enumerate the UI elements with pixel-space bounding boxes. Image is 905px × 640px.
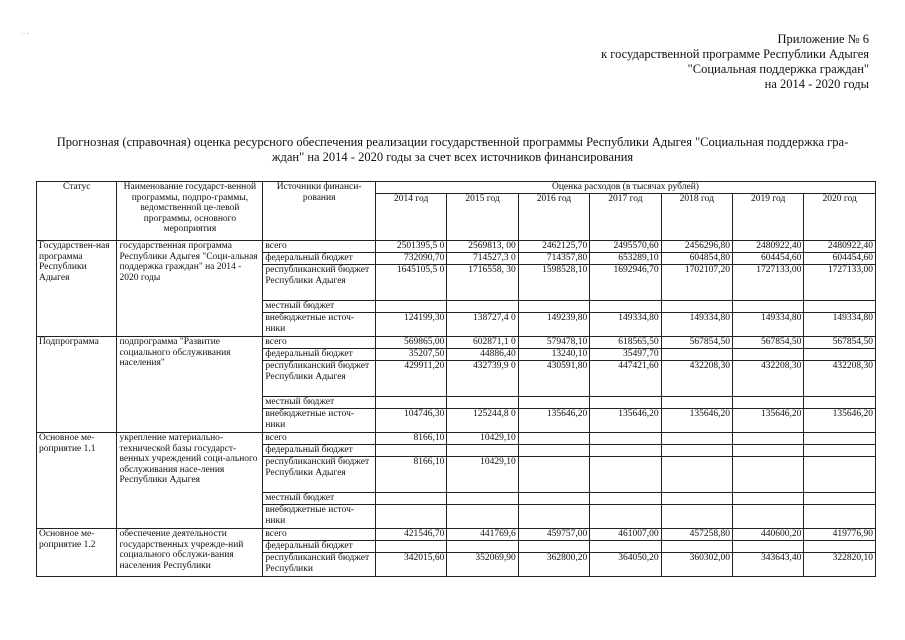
header-source: Источники финанси-рования: [263, 182, 376, 241]
source-cell: местный бюджет: [263, 397, 376, 409]
value-cell: 440600,20: [733, 529, 804, 541]
header-year: 2015 год: [447, 194, 518, 241]
value-cell: 135646,20: [518, 409, 589, 433]
value-cell: 579478,10: [518, 337, 589, 349]
value-cell: 604454,60: [733, 253, 804, 265]
value-cell: 360302,00: [661, 553, 732, 577]
table-row: [37, 241, 876, 253]
value-cell: 35497,70: [590, 349, 661, 361]
program-name-cell: укрепление материально-технической базы государст-венных учреждений соци-ального обслуживания насе-ления Республики Адыгея: [117, 433, 263, 529]
source-cell: федеральный бюджет: [263, 253, 376, 265]
value-cell: 461007,00: [590, 529, 661, 541]
source-cell: всего: [263, 529, 376, 541]
scan-mark: .. ..: [22, 30, 30, 36]
value-cell: [590, 445, 661, 457]
value-cell: [733, 397, 804, 409]
header-year: 2017 год: [590, 194, 661, 241]
value-cell: [733, 445, 804, 457]
value-cell: [518, 445, 589, 457]
status-cell: Государствен-ная программа Республики Адыгея: [37, 241, 117, 337]
value-cell: 149334,80: [661, 313, 732, 337]
value-cell: 567854,50: [804, 337, 876, 349]
value-cell: [661, 493, 732, 505]
value-cell: 322820,10: [804, 553, 876, 577]
value-cell: 104746,30: [375, 409, 446, 433]
value-cell: 1645105,5 0: [375, 265, 446, 301]
value-cell: [733, 433, 804, 445]
header-year: 2018 год: [661, 194, 732, 241]
value-cell: [661, 505, 732, 529]
value-cell: 2495570,60: [590, 241, 661, 253]
value-cell: 1702107,20: [661, 265, 732, 301]
document-title: [30, 135, 875, 165]
header-year: 2020 год: [804, 194, 876, 241]
value-cell: [804, 433, 876, 445]
resource-table: [36, 181, 876, 577]
value-cell: [661, 541, 732, 553]
value-cell: [590, 541, 661, 553]
value-cell: [804, 505, 876, 529]
value-cell: 35207,50: [375, 349, 446, 361]
value-cell: 2462125,70: [518, 241, 589, 253]
program-name-cell: обеспечение деятельности государственных учрежде-ний социального обслужи-вания населения Республики: [117, 529, 263, 577]
value-cell: 1727133,00: [733, 265, 804, 301]
value-cell: [804, 457, 876, 493]
value-cell: [733, 505, 804, 529]
value-cell: [447, 397, 518, 409]
value-cell: [590, 397, 661, 409]
table-row: [37, 433, 876, 445]
header-year: 2014 год: [375, 194, 446, 241]
appendix-line: Приложение № 6: [777, 32, 869, 46]
value-cell: 457258,80: [661, 529, 732, 541]
value-cell: [375, 397, 446, 409]
value-cell: 459757,00: [518, 529, 589, 541]
value-cell: 432739,9 0: [447, 361, 518, 397]
value-cell: [590, 505, 661, 529]
value-cell: 10429,10: [447, 433, 518, 445]
value-cell: 8166,10: [375, 457, 446, 493]
source-cell: внебюджетные источ-ники: [263, 505, 376, 529]
value-cell: 2480922,40: [804, 241, 876, 253]
value-cell: 567854,50: [661, 337, 732, 349]
table-row: [37, 529, 876, 541]
header-year: 2019 год: [733, 194, 804, 241]
value-cell: [661, 433, 732, 445]
source-cell: внебюджетные источ-ники: [263, 409, 376, 433]
value-cell: [590, 433, 661, 445]
value-cell: [733, 457, 804, 493]
value-cell: 569865,00: [375, 337, 446, 349]
header-year: 2016 год: [518, 194, 589, 241]
value-cell: 1716558, 30: [447, 265, 518, 301]
value-cell: 604454,60: [804, 253, 876, 265]
value-cell: [733, 541, 804, 553]
source-cell: федеральный бюджет: [263, 541, 376, 553]
value-cell: 2480922,40: [733, 241, 804, 253]
value-cell: 714357,80: [518, 253, 589, 265]
value-cell: [518, 397, 589, 409]
header-status: Статус: [37, 182, 117, 241]
value-cell: [518, 457, 589, 493]
value-cell: 135646,20: [733, 409, 804, 433]
value-cell: [733, 301, 804, 313]
value-cell: 1692946,70: [590, 265, 661, 301]
appendix-line: к государственной программе Республики Адыгея: [601, 47, 869, 61]
value-cell: 429911,20: [375, 361, 446, 397]
value-cell: 432208,30: [733, 361, 804, 397]
source-cell: республиканский бюджет Республики: [263, 553, 376, 577]
value-cell: [804, 349, 876, 361]
table-row: [37, 337, 876, 349]
value-cell: [661, 397, 732, 409]
value-cell: [733, 349, 804, 361]
value-cell: 602871,1 0: [447, 337, 518, 349]
value-cell: [447, 493, 518, 505]
value-cell: 1727133,00: [804, 265, 876, 301]
value-cell: 352069,90: [447, 553, 518, 577]
value-cell: 441769,6: [447, 529, 518, 541]
value-cell: [590, 457, 661, 493]
value-cell: [804, 493, 876, 505]
status-cell: Подпрограмма: [37, 337, 117, 433]
value-cell: 432208,30: [661, 361, 732, 397]
value-cell: [518, 505, 589, 529]
value-cell: [447, 445, 518, 457]
value-cell: 430591,80: [518, 361, 589, 397]
value-cell: 125244,8 0: [447, 409, 518, 433]
value-cell: [375, 301, 446, 313]
value-cell: 135646,20: [804, 409, 876, 433]
value-cell: 653289,10: [590, 253, 661, 265]
value-cell: 447421,60: [590, 361, 661, 397]
value-cell: 10429,10: [447, 457, 518, 493]
value-cell: [661, 445, 732, 457]
source-cell: всего: [263, 433, 376, 445]
appendix-note: [601, 32, 869, 92]
source-cell: внебюджетные источ-ники: [263, 313, 376, 337]
value-cell: [804, 397, 876, 409]
header-estimate: Оценка расходов (в тысячах рублей): [375, 182, 875, 194]
value-cell: 135646,20: [590, 409, 661, 433]
value-cell: [661, 301, 732, 313]
program-name-cell: государственная программа Республики Адыгея "Соци-альная поддержка граждан" на 2014 - 2020 годы: [117, 241, 263, 337]
value-cell: 138727,4 0: [447, 313, 518, 337]
appendix-line: "Социальная поддержка граждан": [687, 62, 869, 76]
value-cell: [590, 493, 661, 505]
value-cell: 124199,30: [375, 313, 446, 337]
value-cell: 149334,80: [804, 313, 876, 337]
source-cell: федеральный бюджет: [263, 349, 376, 361]
header-name: Наименование государст-венной программы, подпро-граммы, ведомственной це-левой программы, основного мероприятия: [117, 182, 263, 241]
value-cell: 149239,80: [518, 313, 589, 337]
value-cell: 8166,10: [375, 433, 446, 445]
value-cell: 2456296,80: [661, 241, 732, 253]
value-cell: 2501395,5 0: [375, 241, 446, 253]
title-line: Прогнозная (справочная) оценка ресурсного обеспечения реализации государственной программы Республики Адыгея "Социальная поддержка гра-: [56, 135, 849, 149]
table-body: [37, 241, 876, 577]
value-cell: [590, 301, 661, 313]
value-cell: 1598528,10: [518, 265, 589, 301]
value-cell: 604854,80: [661, 253, 732, 265]
value-cell: [804, 301, 876, 313]
value-cell: 362800,20: [518, 553, 589, 577]
value-cell: 732090,70: [375, 253, 446, 265]
value-cell: 419776,90: [804, 529, 876, 541]
source-cell: местный бюджет: [263, 493, 376, 505]
value-cell: 342015,60: [375, 553, 446, 577]
title-line: ждан" на 2014 - 2020 годы за счет всех источников финансирования: [271, 150, 634, 164]
value-cell: 364050,20: [590, 553, 661, 577]
source-cell: всего: [263, 337, 376, 349]
value-cell: [518, 493, 589, 505]
value-cell: [661, 349, 732, 361]
status-cell: Основное ме-роприятие 1.1: [37, 433, 117, 529]
source-cell: местный бюджет: [263, 301, 376, 313]
value-cell: 714527,3 0: [447, 253, 518, 265]
status-cell: Основное ме-роприятие 1.2: [37, 529, 117, 577]
value-cell: [447, 301, 518, 313]
source-cell: республиканский бюджет Республики Адыгея: [263, 265, 376, 301]
value-cell: [375, 445, 446, 457]
source-cell: республиканский бюджет Республики Адыгея: [263, 457, 376, 493]
value-cell: [447, 505, 518, 529]
value-cell: [375, 541, 446, 553]
value-cell: [661, 457, 732, 493]
value-cell: 2569813, 00: [447, 241, 518, 253]
value-cell: [804, 445, 876, 457]
source-cell: республиканский бюджет Республики Адыгея: [263, 361, 376, 397]
value-cell: 149334,80: [733, 313, 804, 337]
appendix-line: на 2014 - 2020 годы: [764, 77, 869, 91]
source-cell: всего: [263, 241, 376, 253]
value-cell: [518, 433, 589, 445]
value-cell: 343643,40: [733, 553, 804, 577]
value-cell: 44886,40: [447, 349, 518, 361]
value-cell: 618565,50: [590, 337, 661, 349]
value-cell: [518, 301, 589, 313]
value-cell: 432208,30: [804, 361, 876, 397]
value-cell: [375, 505, 446, 529]
value-cell: 13240,10: [518, 349, 589, 361]
source-cell: федеральный бюджет: [263, 445, 376, 457]
program-name-cell: подпрограмма "Развитие социального обслуживания населения": [117, 337, 263, 433]
value-cell: 421546,70: [375, 529, 446, 541]
value-cell: [375, 493, 446, 505]
value-cell: [518, 541, 589, 553]
value-cell: 149334,80: [590, 313, 661, 337]
value-cell: [733, 493, 804, 505]
value-cell: 135646,20: [661, 409, 732, 433]
value-cell: 567854,50: [733, 337, 804, 349]
value-cell: [447, 541, 518, 553]
value-cell: [804, 541, 876, 553]
